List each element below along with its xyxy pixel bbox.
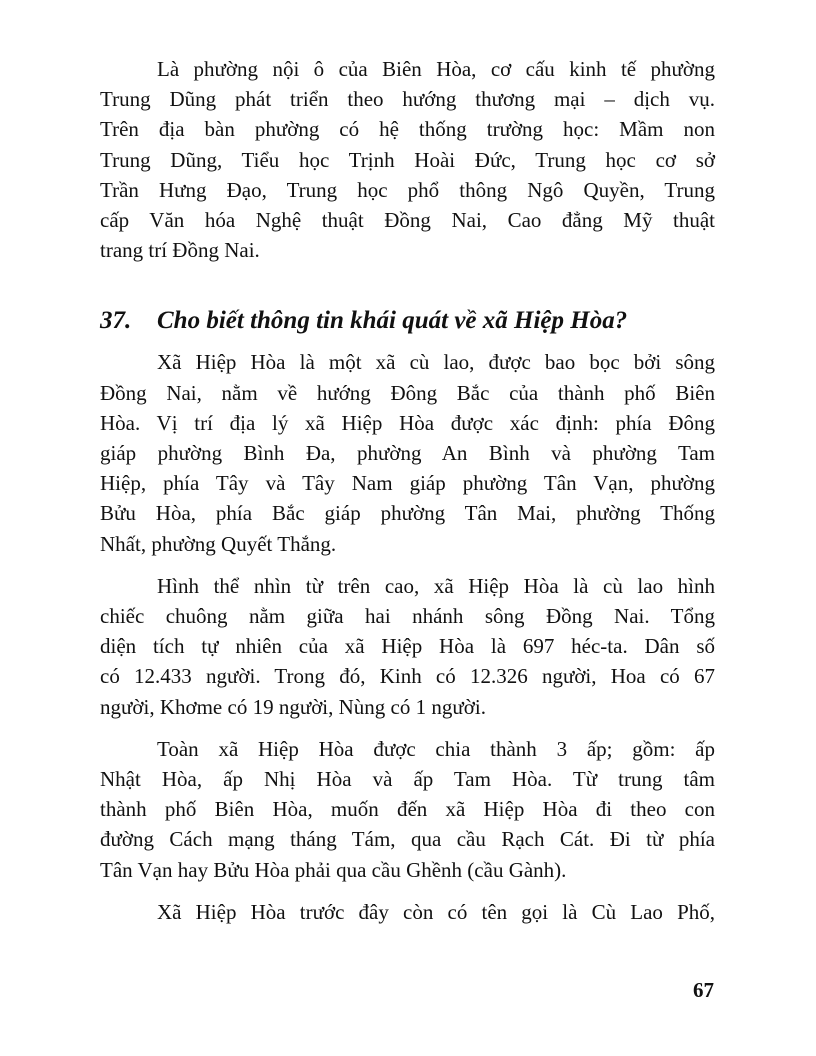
paragraph-intro [100, 54, 715, 265]
text-line: Đồng Nai, nằm về hướng Đông Bắc của thành phố Biên [100, 380, 715, 405]
text-line: diện tích tự nhiên của xã Hiệp Hòa là 697 héc-ta. Dân số [100, 634, 715, 659]
text-line: trang trí Đồng Nai. [100, 238, 260, 263]
text-line: giáp phường Bình Đa, phường An Bình và phường Tam [100, 441, 715, 466]
text-line: Tân Vạn hay Bửu Hòa phải qua cầu Ghềnh (cầu Gành). [100, 857, 567, 882]
text-line: Là phường nội ô của Biên Hòa, cơ cấu kinh tế phường [157, 57, 715, 81]
text-line: Hiệp, phía Tây và Tây Nam giáp phường Tân Vạn, phường [100, 471, 715, 496]
page-body [100, 54, 715, 927]
text-line: Toàn xã Hiệp Hòa được chia thành 3 ấp; gồm: ấp [157, 736, 715, 761]
text-line: cấp Văn hóa Nghệ thuật Đồng Nai, Cao đẳng Mỹ thuật [100, 208, 715, 233]
text-line: Xã Hiệp Hòa trước đây còn có tên gọi là Cù Lao Phố, [157, 899, 715, 924]
section-title: Cho biết thông tin khái quát về xã Hiệp Hòa? [157, 307, 628, 335]
text-line: đường Cách mạng tháng Tám, qua cầu Rạch Cát. Đi từ phía [100, 827, 715, 852]
text-line: có 12.433 người. Trong đó, Kinh có 12.326 người, Hoa có 67 [100, 664, 715, 689]
text-line: Nhất, phường Quyết Thắng. [100, 531, 337, 556]
paragraph-population [100, 571, 715, 722]
text-line: chiếc chuông nằm giữa hai nhánh sông Đồng Nai. Tổng [100, 604, 715, 629]
text-line: Trung Dũng phát triển theo hướng thương mại – dịch vụ. [100, 87, 715, 112]
text-line: Hòa. Vị trí địa lý xã Hiệp Hòa được xác định: phía Đông [100, 410, 715, 435]
section-number: 37. [100, 307, 132, 335]
section-heading [100, 305, 715, 337]
text-line: Trên địa bàn phường có hệ thống trường học: Mầm non [100, 117, 715, 142]
text-line: Bửu Hòa, phía Bắc giáp phường Tân Mai, phường Thống [100, 501, 715, 526]
text-line: người, Khơme có 19 người, Nùng có 1 người. [100, 694, 486, 719]
text-line: thành phố Biên Hòa, muốn đến xã Hiệp Hòa đi theo con [100, 797, 715, 822]
paragraph-former-name [100, 897, 715, 927]
paragraph-hamlets [100, 734, 715, 885]
page-number: 67 [693, 978, 714, 1002]
text-line: Trần Hưng Đạo, Trung học phổ thông Ngô Quyền, Trung [100, 177, 715, 202]
text-line: Hình thể nhìn từ trên cao, xã Hiệp Hòa là cù lao hình [157, 573, 715, 598]
text-line: Nhật Hòa, ấp Nhị Hòa và ấp Tam Hòa. Từ trung tâm [100, 767, 715, 792]
text-line: Trung Dũng, Tiểu học Trịnh Hoài Đức, Trung học cơ sở [100, 147, 715, 172]
paragraph-location [100, 347, 715, 558]
text-line: Xã Hiệp Hòa là một xã cù lao, được bao bọc bởi sông [157, 350, 715, 375]
